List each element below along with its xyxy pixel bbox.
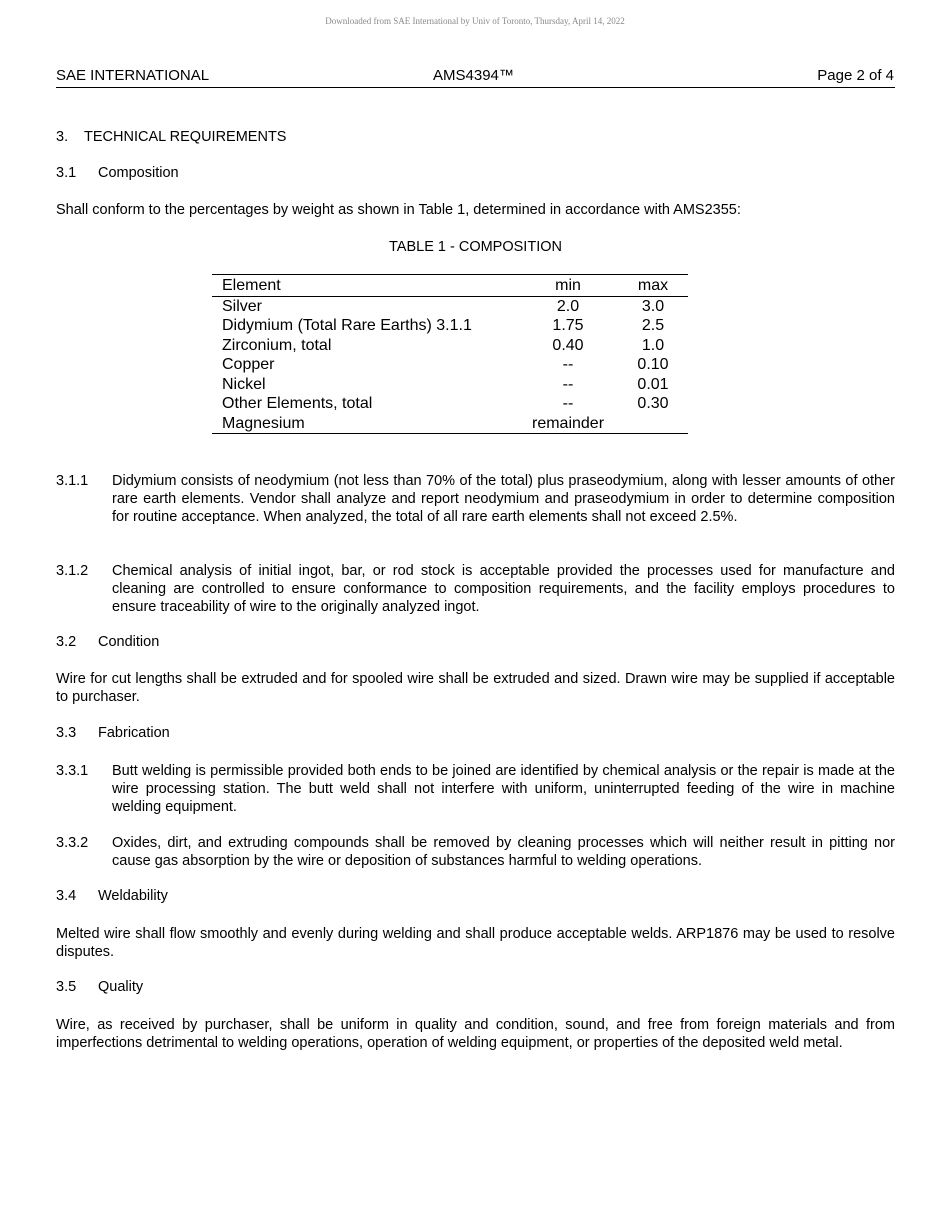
cell-min: remainder: [531, 414, 605, 432]
cell-min: 2.0: [556, 297, 580, 315]
cell-min: --: [562, 375, 574, 393]
paragraph-number: 3.1.1: [56, 473, 89, 489]
table-row: [212, 316, 688, 336]
page-header: [56, 66, 895, 88]
paragraph-text: Oxides, dirt, and extruding compounds shall be removed by cleaning processes which will neither result in pitting nor cause gas absorption by the wire or deposition of substances harmful to welding operations.: [112, 835, 895, 869]
table-row: [212, 394, 688, 414]
section-heading-3-4: [56, 887, 168, 905]
header-organization: SAE INTERNATIONAL: [56, 67, 210, 84]
section-heading-3-2: [56, 633, 159, 651]
section-number: 3.1: [56, 165, 77, 181]
table-row: [212, 375, 688, 395]
paragraph-text: Chemical analysis of initial ingot, bar, or rod stock is acceptable provided the processes used for manufacture and cleaning are controlled to ensure conformance to composition requirements, and the facility employs procedures to ensure traceability of wire to the originally analyzed ingot.: [112, 563, 895, 615]
section-number: 3.4: [56, 888, 77, 904]
column-header-min: min: [518, 275, 618, 297]
section-title: Weldability: [98, 888, 168, 904]
section-heading-3-5: [56, 978, 143, 996]
cell-max: 1.0: [641, 336, 665, 354]
condition-text: Wire for cut lengths shall be extruded and for spooled wire shall be extruded and sized. Drawn wire may be supplied if acceptable to purchaser.: [56, 671, 895, 705]
cell-max: 3.0: [641, 297, 665, 315]
table-row: [212, 355, 688, 375]
cell-element: Other Elements, total: [222, 395, 373, 412]
header-page-number: Page 2 of 4: [817, 67, 894, 84]
header-document-id: AMS4394™: [433, 67, 514, 84]
section-title: Fabrication: [98, 725, 170, 741]
cell-max: 0.10: [637, 356, 669, 373]
section-title: Composition: [98, 165, 179, 181]
cell-max: 2.5: [641, 317, 665, 334]
paragraph-text: Butt welding is permissible provided both ends to be joined are identified by chemical analysis or the repair is made at the wire processing station. The butt weld shall not interfere with uniform, uninterrupted feeding of the wire in machine welding equipment.: [112, 763, 895, 815]
cell-element: Didymium (Total Rare Earths) 3.1.1: [222, 317, 472, 334]
table-row: [212, 414, 688, 434]
paragraph-3-3-1: [56, 762, 895, 816]
composition-intro: Shall conform to the percentages by weight as shown in Table 1, determined in accordance with AMS2355:: [56, 202, 741, 218]
table-row: [212, 296, 688, 316]
table-title: TABLE 1 - COMPOSITION: [389, 239, 562, 255]
paragraph-number: 3.1.2: [56, 563, 89, 579]
weldability-text: Melted wire shall flow smoothly and evenly during welding and shall produce acceptable welds. ARP1876 may be used to resolve disputes.: [56, 926, 895, 960]
download-watermark: Downloaded from SAE International by Univ of Toronto, Thursday, April 14, 2022: [325, 16, 625, 26]
paragraph-number: 3.3.1: [56, 763, 89, 779]
table-header-row: [212, 275, 688, 297]
cell-element: Zirconium, total: [222, 336, 332, 354]
paragraph-text: Didymium consists of neodymium (not less than 70% of the total) plus praseodymium, along with lesser amounts of other rare earth elements. Vendor shall analyze and report neodymium and praseodymium in order to determine composition for routine acceptance. When analyzed, the total of all rare earth elements shall not exceed 2.5%.: [112, 473, 895, 525]
section-heading-3: [56, 128, 286, 146]
section-number: 3.5: [56, 979, 77, 995]
section-title: Quality: [98, 979, 144, 995]
paragraph-3-3-2: [56, 834, 895, 870]
table-row: [212, 336, 688, 356]
section-number: 3.3: [56, 725, 77, 741]
composition-table: [212, 274, 688, 434]
paragraph-number: 3.3.2: [56, 835, 89, 851]
paragraph-3-1-2: [56, 562, 895, 616]
cell-element: Magnesium: [222, 414, 305, 432]
cell-element: Silver: [222, 297, 263, 315]
column-header-element: Element: [212, 275, 518, 297]
section-number: 3.2: [56, 634, 77, 650]
cell-max: [618, 414, 688, 434]
section-number: 3.: [56, 129, 69, 145]
section-heading-3-3: [56, 724, 170, 742]
section-title: TECHNICAL REQUIREMENTS: [84, 129, 287, 145]
cell-max: 0.01: [637, 375, 669, 393]
section-heading-3-1: [56, 164, 179, 182]
cell-element: Copper: [222, 356, 275, 373]
cell-min: 1.75: [552, 317, 584, 334]
cell-min: 0.40: [552, 336, 584, 354]
cell-element: Nickel: [222, 375, 266, 393]
cell-min: --: [562, 395, 574, 412]
section-title: Condition: [98, 634, 160, 650]
cell-min: --: [562, 356, 574, 373]
quality-text: Wire, as received by purchaser, shall be uniform in quality and condition, sound, and free from foreign materials and from imperfections detrimental to welding operations, operation of welding equipment, or properties of the deposited weld metal.: [56, 1017, 895, 1051]
cell-max: 0.30: [637, 395, 669, 412]
column-header-max: max: [618, 275, 688, 297]
paragraph-3-1-1: [56, 472, 895, 526]
